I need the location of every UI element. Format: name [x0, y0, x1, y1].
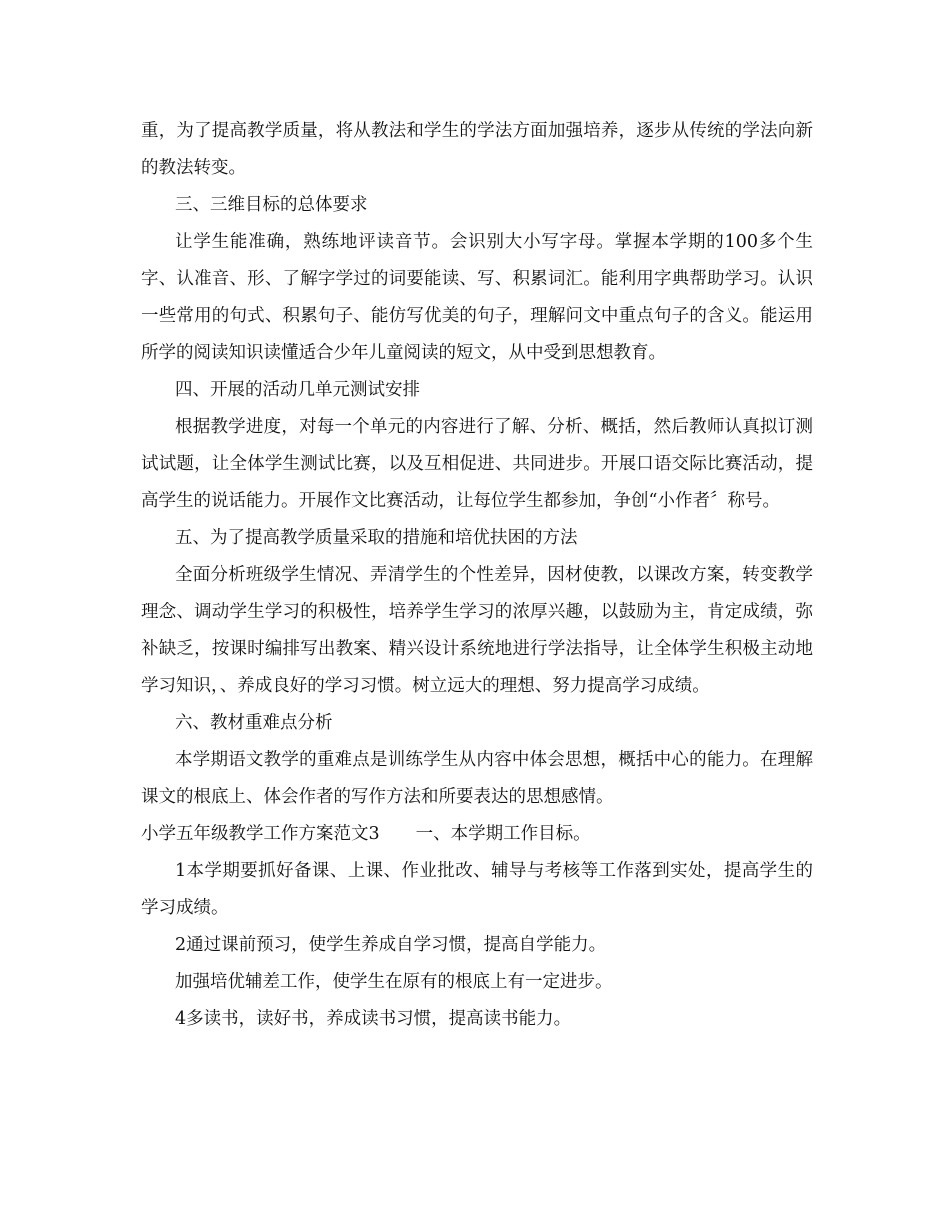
- document-title-line: [141, 816, 813, 853]
- goal-item-2: 2通过课前预习，使学生养成自学习惯，提高自学能力。: [175, 935, 607, 955]
- goal-item-4: 4多读书，读好书，养成读书习惯，提高读书能力。: [175, 1009, 572, 1029]
- document-title: 小学五年级教学工作方案范文3: [141, 824, 380, 844]
- section-heading-4: 四、开展的活动几单元测试安排: [175, 380, 420, 400]
- section-heading-6: 六、教材重难点分析: [175, 713, 333, 733]
- paragraph-difficulties: 本学期语文教学的重难点是训练学生从内容中体会思想，概括中心的能力。在理解课文的根底上、体会作者的写作方法和所要表达的思想感情。: [141, 750, 813, 807]
- document-page: [141, 113, 813, 1038]
- paragraph-measures: 全面分析班级学生情况、弄清学生的个性差异，因材使教，以课改方案，转变教学理念、调动学生学习的积极性，培养学生学习的浓厚兴趣，以鼓励为主，肯定成绩，弥补缺乏，按课时编排写出教案、精兴设计系统地进行学法指导，让全体学生积极主动地学习知识，、养成良好的学习习惯。树立远大的理想、努力提高学习成绩。: [141, 565, 813, 696]
- section-heading-3: 三、三维目标的总体要求: [175, 195, 368, 215]
- paragraph-goals: 让学生能准确，熟练地评读音节。会识别大小写字母。掌握本学期的100多个生字、认准音、形、了解字学过的词要能读、写、积累词汇。能利用字典帮助学习。认识一些常用的句式、积累句子、能仿写优美的句子，理解问文中重点句子的含义。能运用所学的阅读知识读懂适合少年儿童阅读的短文，从中受到思想教育。: [141, 232, 813, 363]
- goal-item-1: 1本学期要抓好备课、上课、作业批改、辅导与考核等工作落到实处，提高学生的学习成绩。: [141, 861, 813, 918]
- goal-item-3: 加强培优辅差工作，使学生在原有的根底上有一定进步。: [175, 972, 613, 992]
- paragraph-continuation: 重，为了提高教学质量，将从教法和学生的学法方面加强培养，逐步从传统的学法向新的教法转变。: [141, 121, 813, 178]
- paragraph-activities: 根据教学进度，对每一个单元的内容进行了解、分析、概括，然后教师认真拟订测试试题，让全体学生测试比赛，以及互相促进、共同进步。开展口语交际比赛活动，提高学生的说话能力。开展作文比赛活动，让每位学生都参加，争创“小作者〞称号。: [141, 417, 813, 511]
- goal-heading: 一、本学期工作目标。: [415, 824, 591, 844]
- section-heading-5: 五、为了提高教学质量采取的措施和培优扶困的方法: [175, 528, 578, 548]
